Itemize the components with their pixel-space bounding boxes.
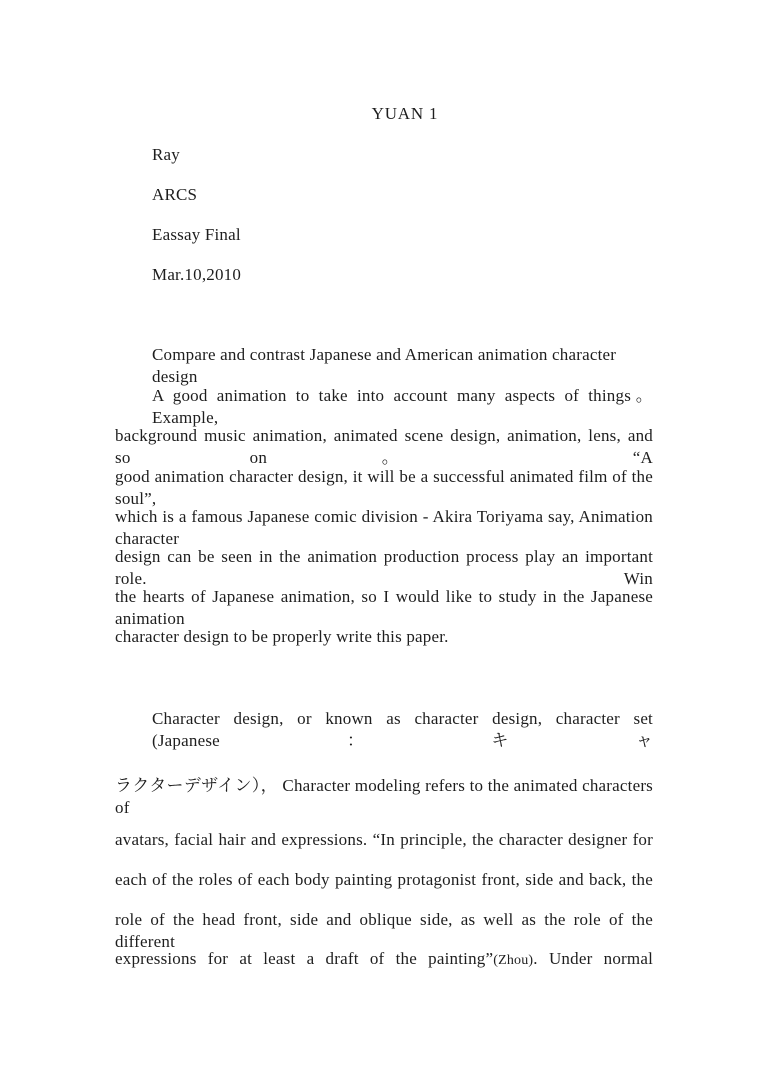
paragraph2-line-4: each of the roles of each body painting protagonist front, side and back, the — [115, 870, 653, 889]
citation-zhou: (Zhou) — [493, 953, 534, 968]
paragraph1-line-6: the hearts of Japanese animation, so I would like to study in the Japanese animation — [115, 587, 653, 628]
assignment-line: Eassay Final — [152, 225, 241, 244]
paragraph2-line-6-tail: . Under normal — [533, 949, 653, 968]
paragraph2-line-6 — [115, 948, 653, 972]
date-line: Mar.10,2010 — [152, 265, 242, 284]
course-line: ARCS — [152, 185, 198, 204]
author-name-line: Ray — [152, 145, 180, 164]
paragraph2-line-1: Character design, or known as character design, character set (Japanese：キャ — [152, 709, 653, 750]
page-header-number: YUAN 1 — [371, 104, 439, 123]
paragraph2-line-6-text: expressions for at least a draft of the painting” — [115, 949, 494, 968]
paragraph1-line-1: A good animation to take into account many aspects of things。 Example, — [152, 386, 653, 427]
paragraph1-line-5: design can be seen in the animation production process play an important role. Win — [115, 547, 653, 588]
paragraph2-line-3: avatars, facial hair and expressions. “In principle, the character designer for — [115, 830, 653, 849]
paragraph2-line-5: role of the head front, side and oblique side, as well as the role of the different — [115, 910, 653, 951]
paragraph2-line-2: ラクターデザイン）， Character modeling refers to the animated characters of — [115, 776, 653, 817]
paragraph1-line-7: character design to be properly write this paper. — [115, 627, 449, 646]
essay-title: Compare and contrast Japanese and American animation character design — [152, 345, 617, 386]
paragraph1-line-4: which is a famous Japanese comic division - Akira Toriyama say, Animation character — [115, 507, 653, 548]
paragraph1-line-2: background music animation, animated scene design, animation, lens, and so on。 “A — [115, 426, 653, 467]
paragraph1-line-3: good animation character design, it will be a successful animated film of the soul”, — [115, 467, 653, 508]
